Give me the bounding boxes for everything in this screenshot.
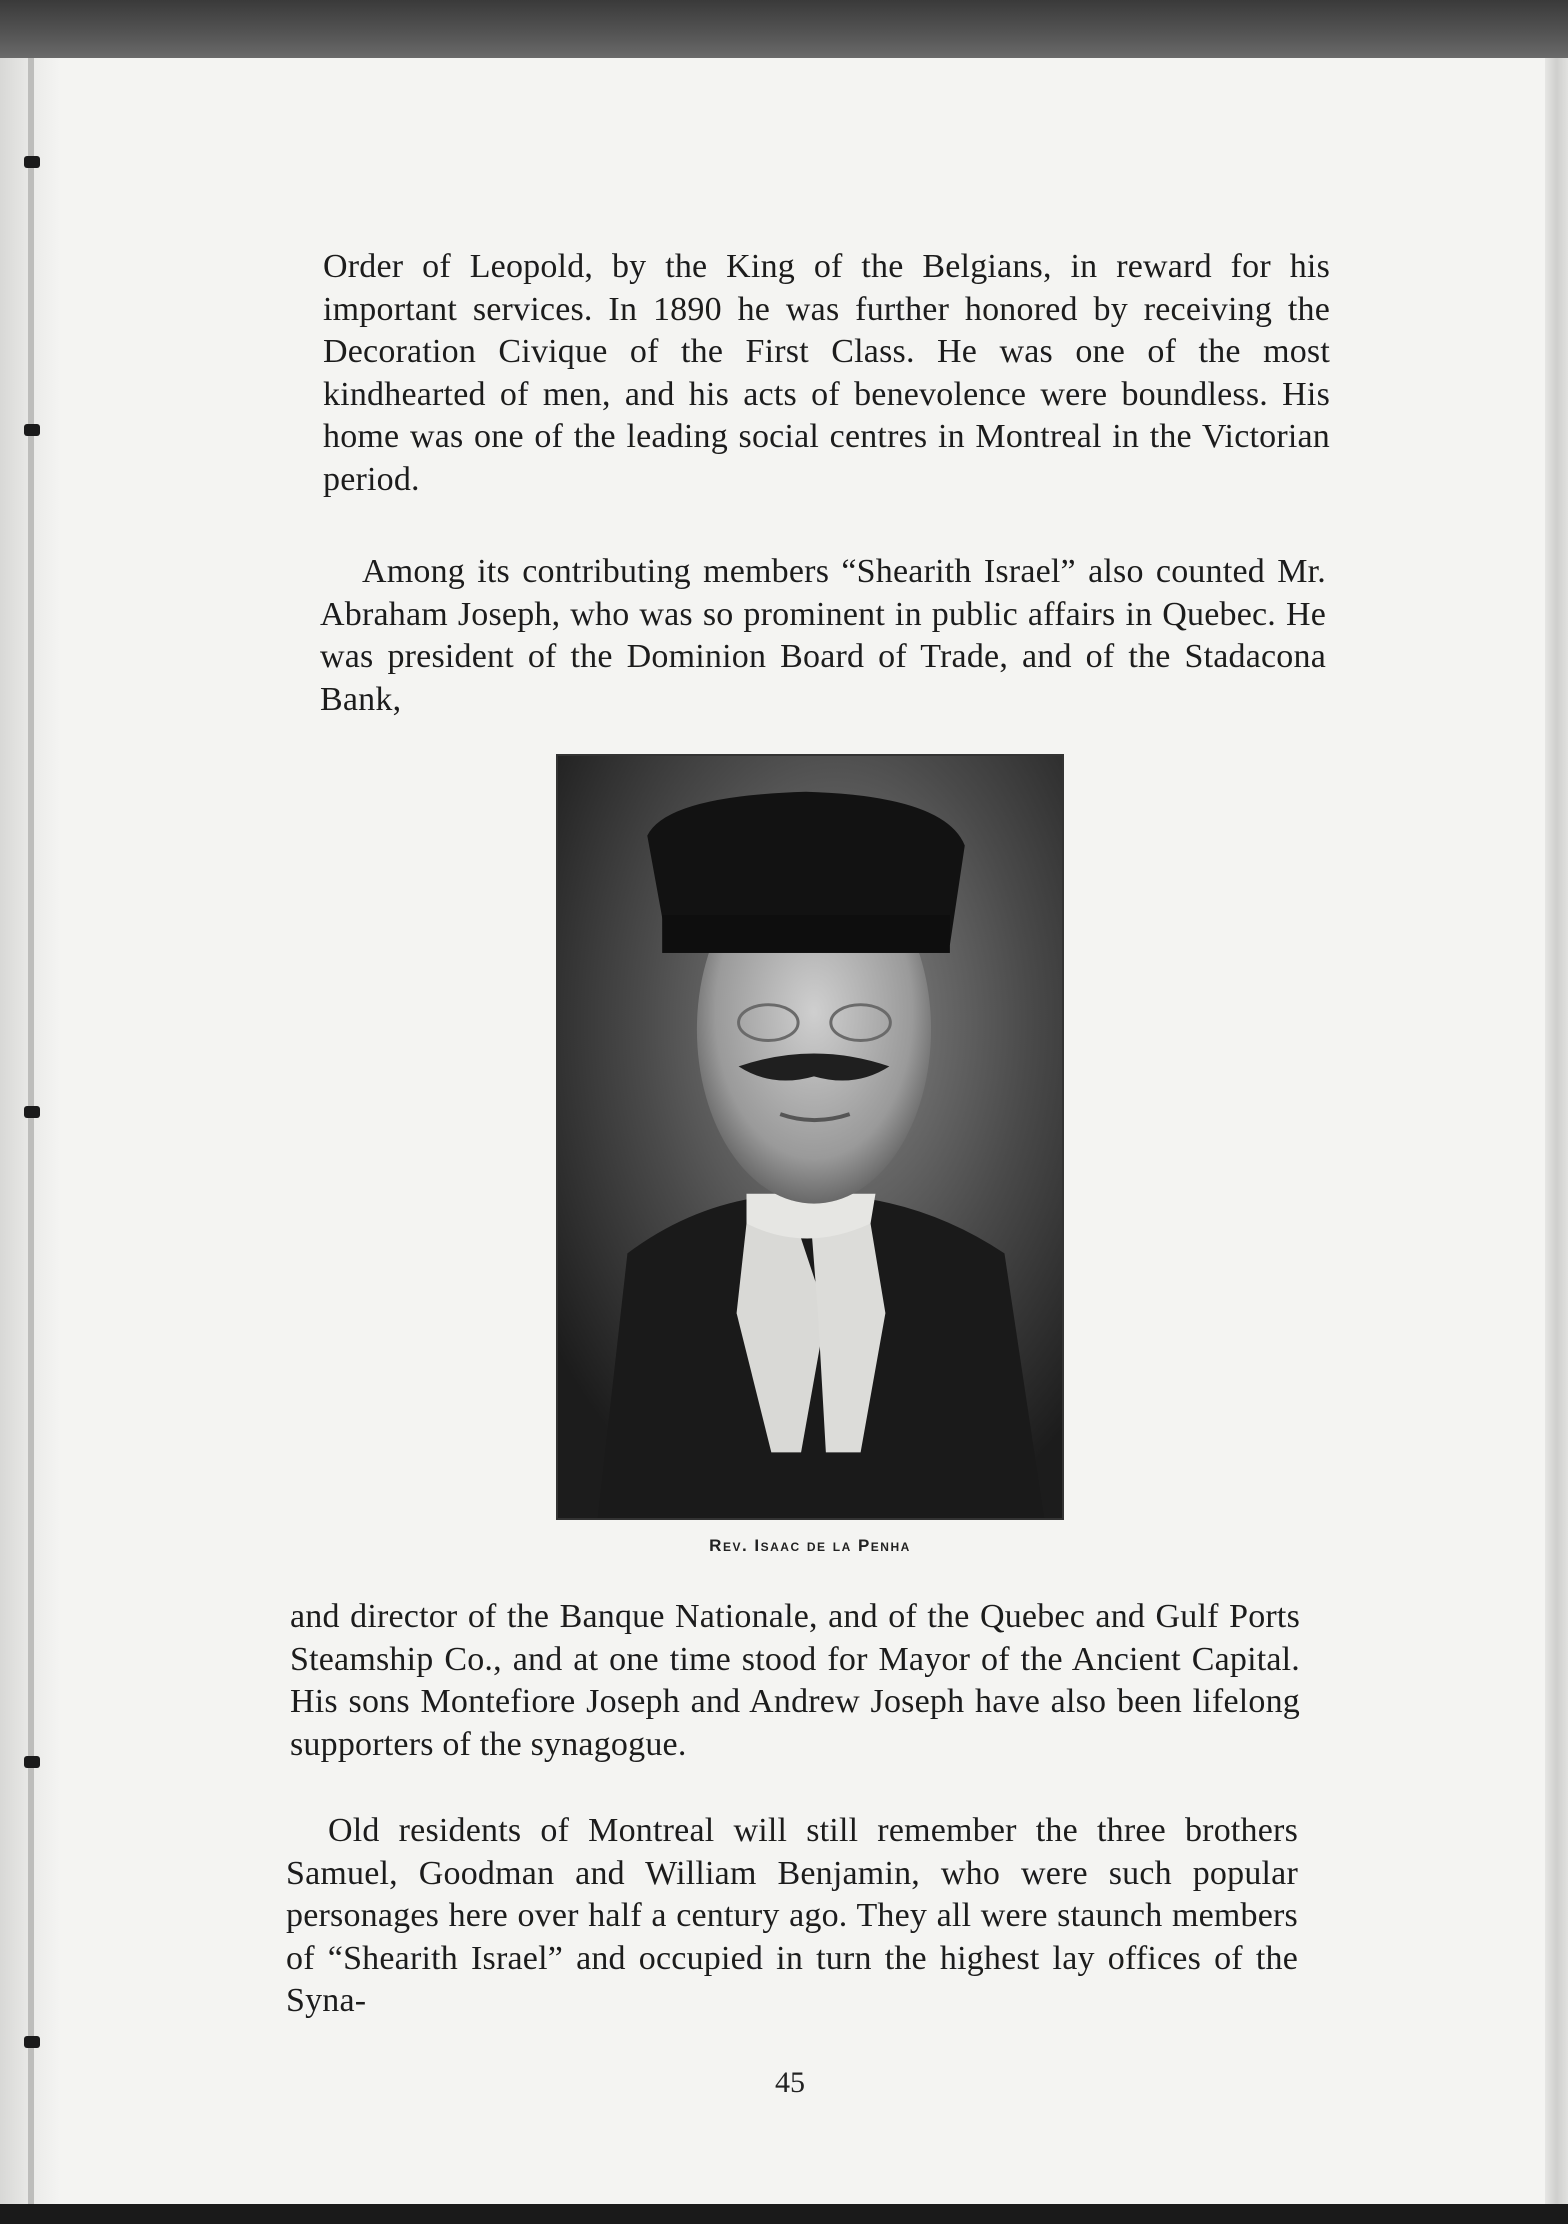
body-paragraph-2: Among its contributing members “Shearith Israel” also counted Mr. Abraham Joseph, who was so prominent in public affairs in Quebec. He was president of the Dominion Board of Trade, and of the Stadacona Bank, xyxy=(320,553,1326,718)
scan-bottom-border xyxy=(0,2204,1568,2224)
binding-spine xyxy=(28,58,34,2204)
body-paragraph-4: Old residents of Montreal will still remember the three brothers Samuel, Goodman and William Benjamin, who were such popular personages here over half a century ago. They all were staunch members of “Shearith Israel” and occupied in turn the highest lay offices of the Syna- xyxy=(286,1812,1298,2019)
binding-stitch xyxy=(24,156,40,168)
binding-stitch xyxy=(24,1756,40,1768)
page-number: 45 xyxy=(775,2066,805,2099)
portrait-photo xyxy=(556,754,1064,1520)
scan-top-border xyxy=(0,0,1568,58)
binding-stitch xyxy=(24,1106,40,1118)
body-paragraph-1: Order of Leopold, by the King of the Belgians, in reward for his important services. In 1890 he was further honored by receiving the Decoration Civique of the First Class. He was one of the most kindhearted of men, and his acts of benevolence were boundless. His home was one of the leading social centres in Montreal in the Victorian period. xyxy=(323,248,1330,498)
binding-stitch xyxy=(24,424,40,436)
photo-caption: Rev. Isaac de la Penha xyxy=(709,1536,911,1555)
binding-stitch xyxy=(24,2036,40,2048)
body-paragraph-3: and director of the Banque Nationale, and of the Quebec and Gulf Ports Steamship Co., and at one time stood for Mayor of the Ancient Capital. His sons Montefiore Joseph and Andrew Joseph have also been lifelong supporters of the synagogue. xyxy=(290,1598,1300,1763)
page-edge xyxy=(1545,58,1568,2204)
portrait-image xyxy=(558,756,1062,1518)
